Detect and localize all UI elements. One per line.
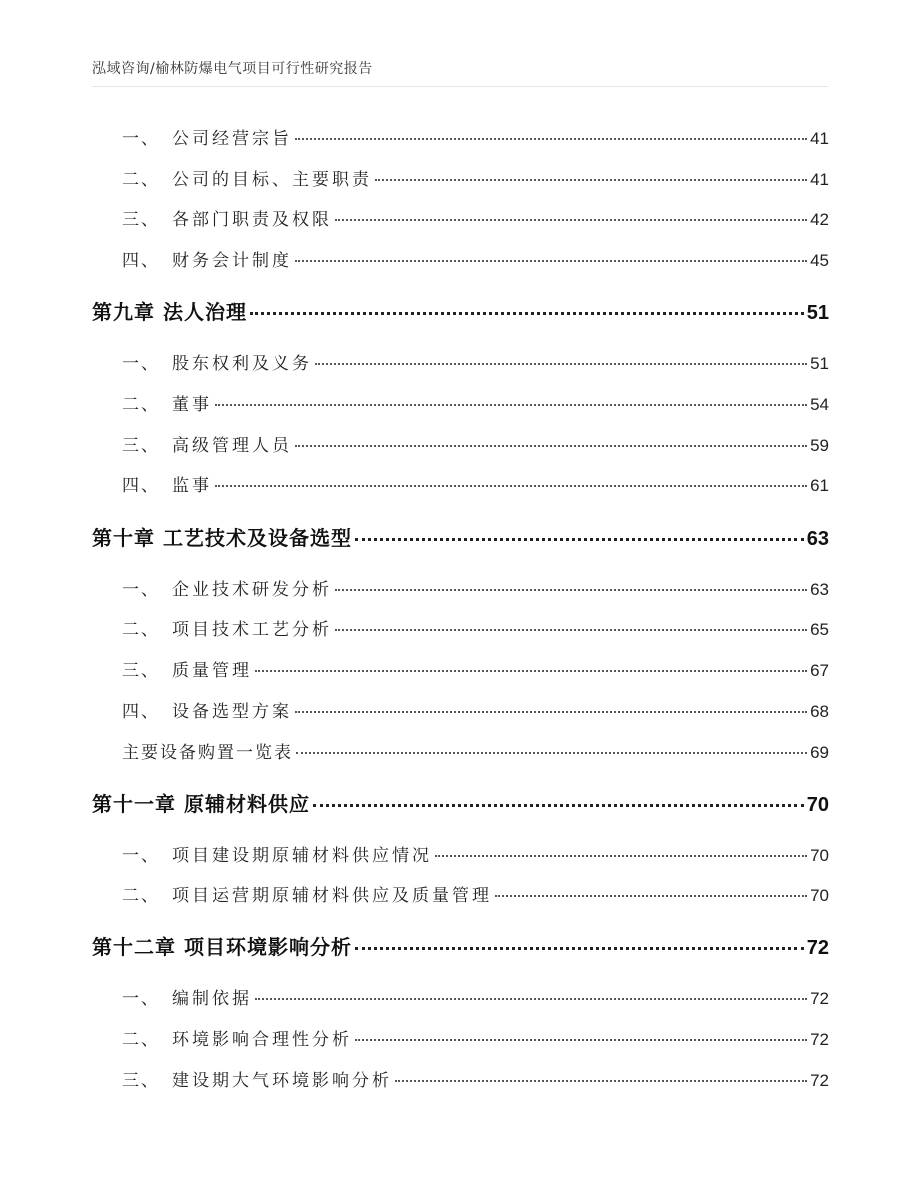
toc-entry[interactable]	[92, 390, 829, 414]
toc-page-number: 67	[810, 661, 829, 680]
toc-entry-number: 二、	[122, 620, 160, 640]
toc-entry-number: 四、	[122, 702, 160, 722]
toc-entry-number: 三、	[122, 661, 160, 681]
toc-page-number: 61	[810, 476, 829, 495]
toc-entry-title: 主要设备购置一览表	[122, 743, 293, 763]
toc-page-number: 63	[810, 580, 829, 599]
toc-entry-title: 建设期大气环境影响分析	[172, 1071, 392, 1091]
toc-entry-number: 一、	[122, 580, 160, 600]
toc-entry[interactable]	[92, 349, 829, 373]
toc-leader-dots	[295, 445, 807, 447]
toc-leader-dots	[335, 629, 807, 631]
toc-page-number: 51	[810, 354, 829, 373]
toc-page-number: 41	[810, 129, 829, 148]
toc-chapter-title: 法人治理	[163, 300, 247, 324]
toc-entry[interactable]	[92, 246, 829, 270]
toc-leader-dots	[255, 670, 807, 672]
toc-page-number: 41	[810, 170, 829, 189]
toc-leader-dots	[395, 1080, 807, 1082]
toc-entry[interactable]	[92, 656, 829, 680]
toc-leader-dots	[250, 312, 804, 315]
page-header: 泓域咨询/榆林防爆电气项目可行性研究报告	[92, 61, 373, 77]
toc-leader-dots	[335, 589, 807, 591]
toc-entry-title: 董事	[172, 395, 212, 415]
toc-entry-title: 项目建设期原辅材料供应情况	[172, 846, 432, 866]
toc-leader-dots	[375, 179, 807, 181]
header-divider	[92, 86, 828, 87]
toc-entry-title: 项目技术工艺分析	[172, 620, 332, 640]
toc-page-number: 72	[810, 1071, 829, 1090]
toc-chapter-title: 项目环境影响分析	[184, 935, 352, 959]
toc-page-number: 65	[810, 620, 829, 639]
toc-entry[interactable]	[92, 697, 829, 721]
toc-leader-dots	[296, 752, 807, 754]
toc-page-number: 72	[806, 937, 829, 959]
toc-page-number: 69	[810, 743, 829, 762]
toc-leader-dots	[335, 219, 807, 221]
toc-page-number: 70	[806, 794, 829, 816]
toc-leader-dots	[295, 711, 807, 713]
toc-page-number: 70	[810, 846, 829, 865]
toc-chapter-number: 第十章	[92, 526, 155, 550]
toc-entry-title: 公司经营宗旨	[172, 129, 292, 149]
toc-leader-dots	[215, 404, 807, 406]
toc-chapter-number: 第十二章	[92, 935, 176, 959]
toc-entry-number: 三、	[122, 210, 160, 230]
toc-entry[interactable]	[92, 841, 829, 865]
toc-entry-number: 二、	[122, 886, 160, 906]
toc-entry-number: 一、	[122, 989, 160, 1009]
toc-chapter-number: 第十一章	[92, 792, 176, 816]
toc-entry-title: 监事	[172, 476, 212, 496]
toc-entry-number: 四、	[122, 476, 160, 496]
toc-page-number: 59	[810, 436, 829, 455]
toc-page-number: 51	[806, 302, 829, 324]
toc-entry-title: 设备选型方案	[172, 702, 292, 722]
toc-entry-title: 编制依据	[172, 989, 252, 1009]
toc-leader-dots	[215, 485, 807, 487]
toc-entry-number: 三、	[122, 1071, 160, 1091]
toc-page-number: 63	[806, 528, 829, 550]
toc-page-number: 54	[810, 395, 829, 414]
toc-entry-title: 财务会计制度	[172, 251, 292, 271]
toc-chapter-entry[interactable]	[92, 931, 829, 959]
toc-entry[interactable]	[92, 205, 829, 229]
toc-page-number: 42	[810, 210, 829, 229]
toc-entry[interactable]	[92, 881, 829, 905]
toc-leader-dots	[255, 998, 807, 1000]
toc-leader-dots	[355, 538, 804, 541]
toc-leader-dots	[295, 138, 807, 140]
toc-chapter-entry[interactable]	[92, 296, 829, 324]
toc-entry[interactable]	[92, 431, 829, 455]
toc-entry[interactable]	[92, 1066, 829, 1090]
toc-page-number: 72	[810, 1030, 829, 1049]
toc-entry-title: 项目运营期原辅材料供应及质量管理	[172, 886, 492, 906]
toc-entry-title: 公司的目标、主要职责	[172, 170, 372, 190]
toc-leader-dots	[313, 804, 804, 807]
toc-leader-dots	[355, 947, 804, 950]
toc-leader-dots	[495, 895, 807, 897]
toc-entry-title: 质量管理	[172, 661, 252, 681]
toc-page-number: 72	[810, 989, 829, 1008]
toc-entry[interactable]	[92, 165, 829, 189]
toc-entry[interactable]	[92, 738, 829, 762]
toc-entry[interactable]	[92, 984, 829, 1008]
toc-page-number: 45	[810, 251, 829, 270]
toc-entry[interactable]	[92, 124, 829, 148]
toc-leader-dots	[295, 260, 807, 262]
toc-chapter-number: 第九章	[92, 300, 155, 324]
toc-entry-number: 一、	[122, 354, 160, 374]
toc-chapter-title: 工艺技术及设备选型	[163, 526, 352, 550]
toc-entry-number: 三、	[122, 436, 160, 456]
toc-entry-number: 一、	[122, 846, 160, 866]
toc-entry-number: 一、	[122, 129, 160, 149]
toc-entry-title: 企业技术研发分析	[172, 580, 332, 600]
toc-entry-number: 二、	[122, 170, 160, 190]
toc-chapter-title: 原辅材料供应	[184, 792, 310, 816]
toc-chapter-entry[interactable]	[92, 522, 829, 550]
toc-entry-title: 股东权利及义务	[172, 354, 312, 374]
toc-page-number: 68	[810, 702, 829, 721]
toc-entry-title: 各部门职责及权限	[172, 210, 332, 230]
toc-entry[interactable]	[92, 1025, 829, 1049]
toc-entry-number: 四、	[122, 251, 160, 271]
toc-entry[interactable]	[92, 615, 829, 639]
toc-leader-dots	[355, 1039, 807, 1041]
toc-chapter-entry[interactable]	[92, 788, 829, 816]
toc-page-number: 70	[810, 886, 829, 905]
toc-leader-dots	[435, 855, 807, 857]
toc-entry-number: 二、	[122, 395, 160, 415]
toc-entry-title: 高级管理人员	[172, 436, 292, 456]
toc-entry-title: 环境影响合理性分析	[172, 1030, 352, 1050]
toc-entry-number: 二、	[122, 1030, 160, 1050]
toc-leader-dots	[315, 363, 807, 365]
toc-entry[interactable]	[92, 471, 829, 495]
toc-entry[interactable]	[92, 575, 829, 599]
